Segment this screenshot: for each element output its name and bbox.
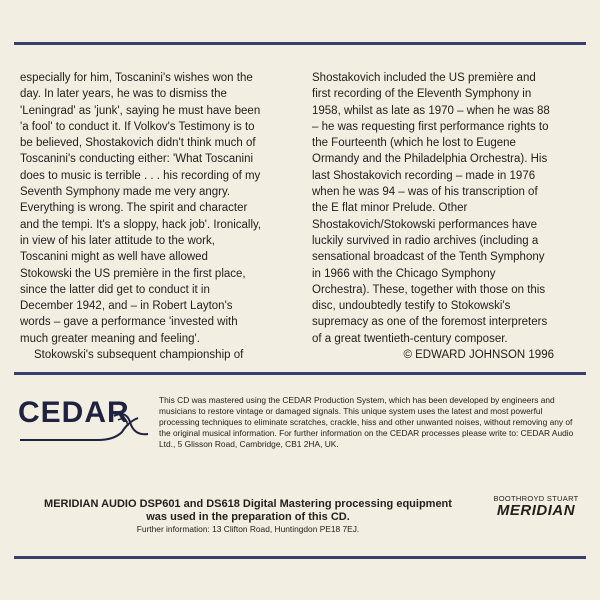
bottom-rule [14,556,586,559]
meridian-logo [486,494,586,519]
left-paragraph-1: especially for him, Toscanini's wishes won the day. In later years, he was to dismiss the 'Leningrad' as 'junk', saying he must have been 'a fool' to conduct it. If Volkov's Testimony is to be believed, Shostakovich didn't think much of Toscanini's conducting either: 'What Toscanini does to music is terrible . . . his recording of my Seventh Symphony made me very angry. Everything is wrong. The spirit and character and the tempi. It's a sloppy, hack job'. Ironically, in view of his later attitude to the work, Toscanini might as well have allowed Stokowski the US première in the first place, since the latter did get to conduct it in December 1942, and – in Robert Layton's words – gave a performance 'invested with much greater meaning and feeling'. [20,72,262,345]
meridian-address: Further information: 13 Clifton Road, Huntingdon PE18 7EJ. [136,524,360,534]
left-paragraph-2: Stokowski's subsequent championship of [34,349,244,362]
meridian-wordmark: MERIDIAN [496,502,576,519]
meridian-credit-line-1: MERIDIAN AUDIO DSP601 and DS618 Digital Mastering processing equipment [44,498,452,510]
cedar-note: This CD was mastered using the CEDAR Production System, which has been developed by engineers and musicians to restore vintage or damaged signals. This unique system uses the latest and most powerful processing techniques to eliminate scratches, crackle, hiss and other unwanted noises, without removing any of the original musical information. For further information on the CEDAR processes please write to: CEDAR Audio Ltd., 5 Glisson Road, Cambridge, CB1 2HA, UK. [159,395,574,449]
left-column [20,70,262,363]
cedar-logo [18,392,156,448]
boothroyd-stuart-label: BOOTHROYD STUART [493,494,579,503]
top-rule [14,42,586,45]
cedar-logo-text: CEDAR [18,396,130,429]
right-column [312,70,554,363]
middle-rule [14,372,586,375]
copyright-signature: © EDWARD JOHNSON 1996 [403,349,554,362]
right-paragraph-1: Shostakovich included the US première and first recording of the Eleventh Symphony in 1958, whilst as late as 1970 – when he was 88 – he was requesting first performance rights to the Fourteenth (which he lost to Eugene Ormandy and the Philadelphia Orchestra). His last Shostakovich recording – made in 1976 when he was 94 – was of his transcription of the E flat minor Prelude. Other Shostakovich/Stokowski performances have luckily survived in radio archives (including a sensational broadcast of the Tenth Symphony in 1966 with the Chicago Symphony Orchestra). These, together with those on this disc, undoubtedly testify to Stokowski's supremacy as one of the foremost interpreters of a great twentieth-century composer. [312,72,550,345]
meridian-credit [18,498,478,535]
meridian-credit-line-2: was used in the preparation of this CD. [146,511,350,523]
